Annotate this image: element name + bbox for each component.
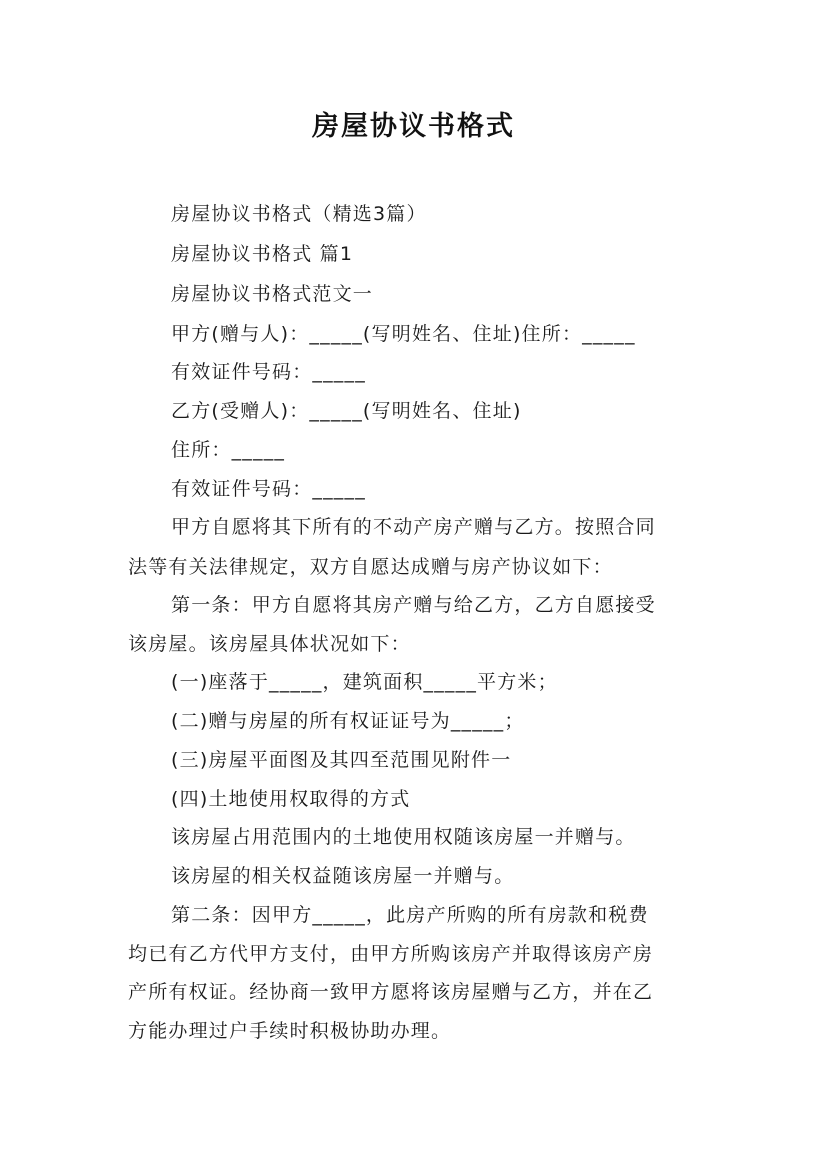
paragraph-line: 该房屋的相关权益随该房屋一并赠与。 [171,865,515,887]
paragraph-line: 有效证件号码：_____ [171,478,366,500]
paragraph-line: 均已有乙方代甲方支付，由甲方所购该房产并取得该房产房 [128,943,654,965]
paragraph-line: 房屋协议书格式范文一 [171,283,374,305]
paragraph-line: 房屋协议书格式（精选3篇） [171,203,427,225]
paragraph-line: 有效证件号码：_____ [171,361,366,383]
paragraph-line: (一)座落于_____，建筑面积_____平方米； [171,671,558,693]
paragraph-line: 房屋协议书格式 篇1 [171,243,354,265]
paragraph-line: 该房屋占用范围内的土地使用权随该房屋一并赠与。 [171,826,636,848]
paragraph-line: (三)房屋平面图及其四至范围见附件一 [171,749,512,771]
paragraph-line: (二)赠与房屋的所有权证证号为_____； [171,710,525,732]
paragraph-line: 甲方自愿将其下所有的不动产房产赠与乙方。按照合同 [171,516,656,538]
paragraph-line: (四)土地使用权取得的方式 [171,788,411,810]
document-title: 房屋协议书格式 [312,111,515,142]
paragraph-line: 法等有关法律规定，双方自愿达成赠与房产协议如下： [128,556,613,578]
paragraph-line: 第一条：甲方自愿将其房产赠与给乙方，乙方自愿接受 [171,594,656,616]
paragraph-line: 方能办理过户手续时积极协助办理。 [128,1020,452,1042]
paragraph-line: 住所：_____ [171,439,286,461]
paragraph-line: 该房屋。该房屋具体状况如下： [128,633,411,655]
paragraph-line: 乙方(受赠人)：_____(写明姓名、住址) [171,400,522,422]
paragraph-line: 第二条：因甲方_____，此房产所购的所有房款和税费 [171,904,649,926]
paragraph-line: 甲方(赠与人)：_____(写明姓名、住址)住所：_____ [171,323,636,345]
paragraph-line: 产所有权证。经协商一致甲方愿将该房屋赠与乙方，并在乙 [128,981,654,1003]
